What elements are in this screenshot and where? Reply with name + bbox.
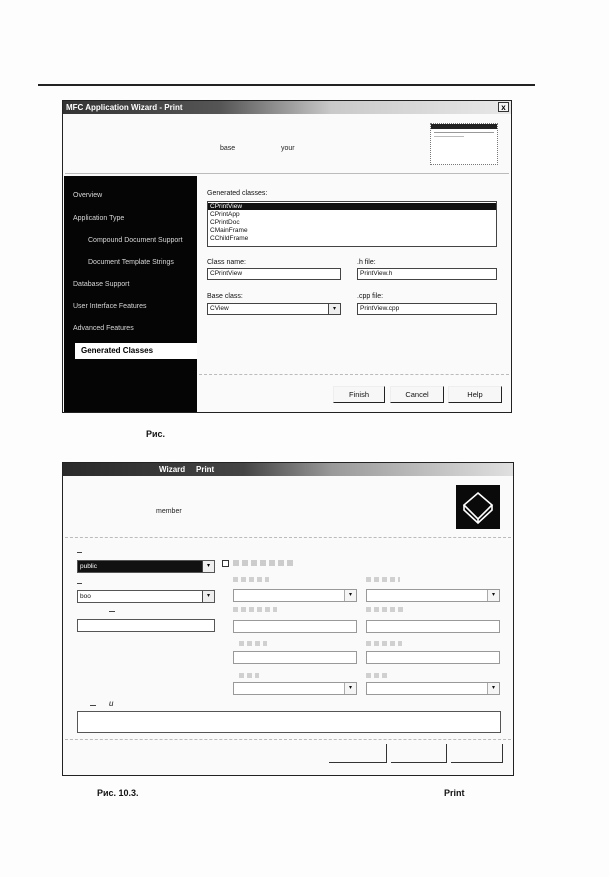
list-item[interactable]: CMainFrame xyxy=(210,227,248,234)
cancel-button[interactable] xyxy=(391,744,447,763)
class-name-label: Class name: xyxy=(207,259,246,266)
generated-classes-list[interactable] xyxy=(207,201,497,247)
h-file-field[interactable]: PrintView.h xyxy=(357,268,497,280)
finish-button[interactable] xyxy=(329,744,387,763)
wizard-sidebar xyxy=(64,176,197,412)
chevron-down-icon[interactable]: ▾ xyxy=(344,683,356,694)
sidebar-item-database-support[interactable]: Database Support xyxy=(73,281,130,288)
h-file-label: .h file: xyxy=(357,259,376,266)
class-name-field[interactable]: CPrintView xyxy=(207,268,341,280)
sidebar-item-compound-document-support[interactable]: Compound Document Support xyxy=(88,237,183,244)
page-rule xyxy=(38,84,535,86)
figure-caption-2: Рис. 10.3. xyxy=(97,788,139,798)
header-text-your: your xyxy=(281,145,295,152)
sidebar-item-advanced-features[interactable]: Advanced Features xyxy=(73,325,134,332)
return-type-select[interactable] xyxy=(77,590,215,603)
disabled-field[interactable] xyxy=(233,651,357,664)
figure-caption-2-right: Print xyxy=(444,788,465,798)
window-title: MFC Application Wizard - Print xyxy=(66,103,183,112)
disabled-select[interactable] xyxy=(233,589,357,602)
comment-field[interactable] xyxy=(77,711,501,733)
type-label-mark xyxy=(77,583,82,584)
header-divider xyxy=(65,537,511,539)
name-label-mark xyxy=(109,611,115,612)
disabled-select[interactable] xyxy=(366,682,500,695)
function-name-field[interactable] xyxy=(77,619,215,632)
add-member-wizard-dialog xyxy=(62,462,514,776)
title-bar xyxy=(63,463,513,476)
figure-caption-1: Рис. xyxy=(146,429,166,439)
chevron-down-icon[interactable]: ▾ xyxy=(487,683,499,694)
disabled-select[interactable] xyxy=(366,589,500,602)
disabled-label xyxy=(239,673,259,678)
wizard-logo xyxy=(456,485,500,529)
disabled-field[interactable] xyxy=(366,620,500,633)
footer-divider xyxy=(65,739,511,741)
disabled-select[interactable] xyxy=(233,682,357,695)
checkbox[interactable] xyxy=(222,560,229,567)
base-class-label: Base class: xyxy=(207,293,243,300)
disabled-label xyxy=(233,607,277,612)
window-title-print: Print xyxy=(196,465,215,474)
disabled-label xyxy=(366,641,402,646)
disabled-label xyxy=(233,577,269,582)
list-item[interactable]: CPrintApp xyxy=(210,211,240,218)
sidebar-item-overview[interactable]: Overview xyxy=(73,192,103,199)
cpp-file-label: .cpp file: xyxy=(357,293,384,300)
access-select[interactable] xyxy=(77,560,215,573)
help-button[interactable]: Help xyxy=(448,386,502,403)
disabled-field[interactable] xyxy=(366,651,500,664)
access-label-mark xyxy=(77,552,82,553)
checkbox-label xyxy=(233,560,293,566)
disabled-label xyxy=(366,607,406,612)
chevron-down-icon[interactable]: ▾ xyxy=(202,591,214,602)
finish-button[interactable]: Finish xyxy=(333,386,385,403)
comment-label-mark xyxy=(90,705,96,706)
close-button[interactable]: x xyxy=(498,102,509,112)
access-value: public xyxy=(80,563,97,570)
comment-label: u xyxy=(109,699,114,708)
disabled-label xyxy=(239,641,267,646)
header-divider xyxy=(65,173,509,174)
base-class-value: CView xyxy=(210,305,229,312)
sidebar-item-application-type[interactable]: Application Type xyxy=(73,215,125,222)
chevron-down-icon[interactable]: ▾ xyxy=(487,590,499,601)
list-item[interactable]: CChildFrame xyxy=(210,235,249,242)
title-bar xyxy=(63,101,511,114)
cube-icon xyxy=(456,485,500,529)
disabled-label xyxy=(366,673,390,678)
return-type-value: boo xyxy=(80,593,91,600)
cancel-button[interactable]: Cancel xyxy=(390,386,444,403)
cpp-file-field[interactable]: PrintView.cpp xyxy=(357,303,497,315)
chevron-down-icon[interactable]: ▾ xyxy=(344,590,356,601)
mfc-wizard-dialog xyxy=(62,100,512,413)
sidebar-item-document-template-strings[interactable]: Document Template Strings xyxy=(88,259,174,266)
disabled-label xyxy=(366,577,400,582)
base-class-select[interactable] xyxy=(207,303,341,315)
footer-divider xyxy=(199,374,509,376)
window-title-wizard: Wizard xyxy=(159,465,186,474)
chevron-down-icon[interactable]: ▾ xyxy=(328,304,340,314)
help-button[interactable] xyxy=(451,744,503,763)
header-text-member: member xyxy=(156,508,182,515)
generated-classes-label: Generated classes: xyxy=(207,190,268,197)
list-item[interactable]: CPrintDoc xyxy=(210,219,240,226)
preview-image xyxy=(430,123,498,165)
sidebar-item-user-interface-features[interactable]: User Interface Features xyxy=(73,303,147,310)
sidebar-item-generated-classes[interactable]: Generated Classes xyxy=(75,343,197,359)
chevron-down-icon[interactable]: ▾ xyxy=(202,561,214,572)
disabled-field[interactable] xyxy=(233,620,357,633)
header-text-base: base xyxy=(220,145,236,152)
list-item[interactable]: CPrintView xyxy=(208,203,496,210)
